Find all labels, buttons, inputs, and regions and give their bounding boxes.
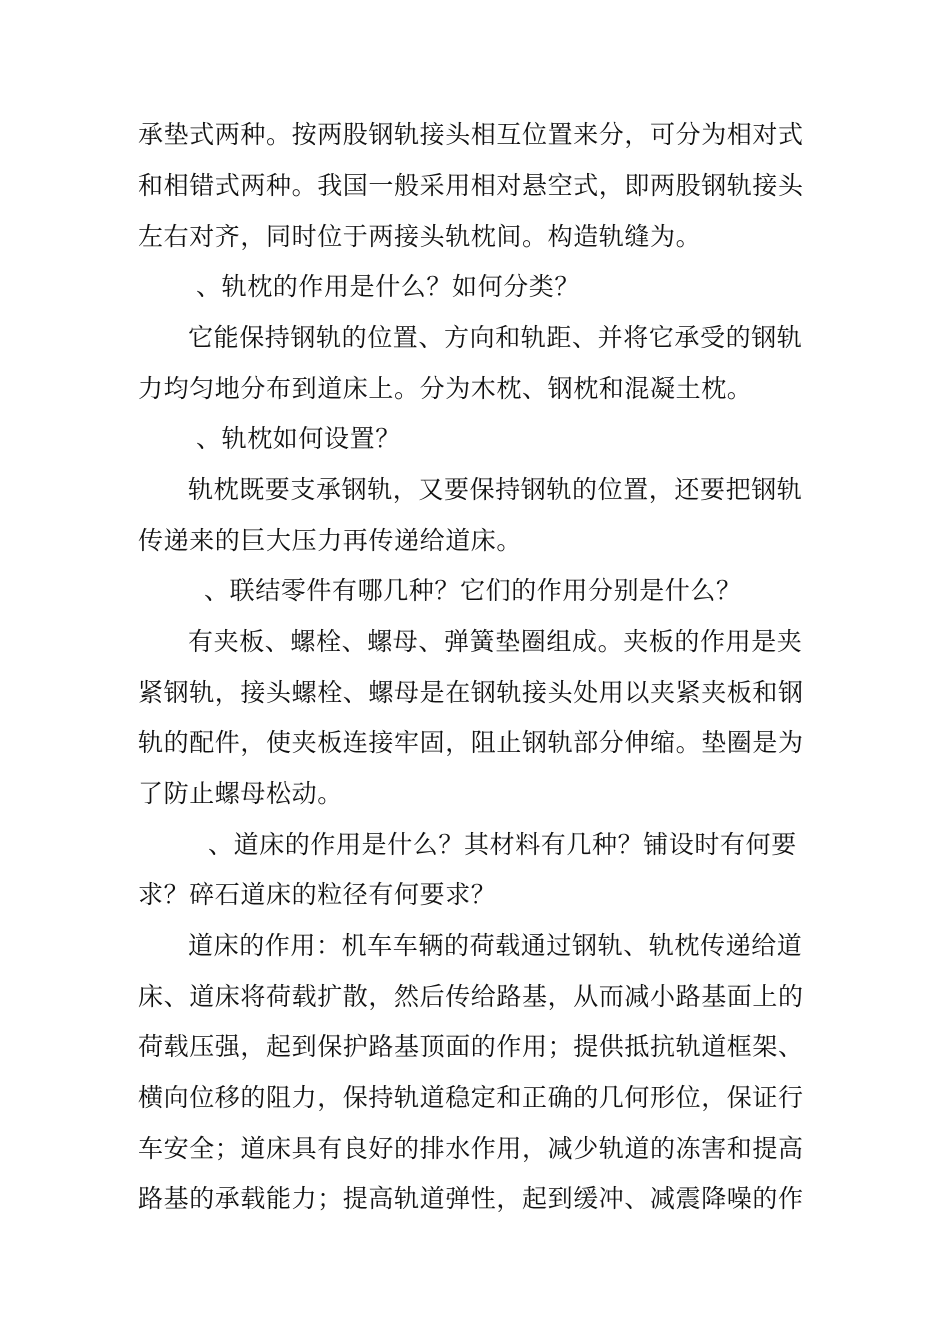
text-line: 承垫式两种。按两股钢轨接头相互位置来分，可分为相对式 — [138, 120, 804, 149]
text-line: 左右对齐，同时位于两接头轨枕间。构造轨缝为。 — [138, 222, 702, 251]
question-heading: 、联结零件有哪几种？它们的作用分别是什么？ — [204, 576, 742, 605]
text-line: 紧钢轨，接头螺栓、螺母是在钢轨接头处用以夹紧夹板和钢 — [138, 678, 804, 707]
text-line: 它能保持钢轨的位置、方向和轨距、并将它承受的钢轨 — [188, 323, 803, 352]
text-line: 车安全；道床具有良好的排水作用，减少轨道的冻害和提高 — [138, 1134, 804, 1163]
text-line: 横向位移的阻力，保持轨道稳定和正确的几何形位，保证行 — [138, 1083, 804, 1112]
text-line: 有夹板、螺栓、螺母、弹簧垫圈组成。夹板的作用是夹 — [188, 627, 803, 656]
text-line: 轨的配件，使夹板连接牢固，阻止钢轨部分伸缩。垫圈是为 — [138, 728, 804, 757]
text-line: 求？碎石道床的粒径有何要求？ — [138, 880, 497, 909]
text-line: 床、道床将荷载扩散，然后传给路基，从而减小路基面上的 — [138, 982, 804, 1011]
text-line: 荷载压强，起到保护路基顶面的作用；提供抵抗轨道框架、 — [138, 1032, 804, 1061]
text-line: 了防止螺母松动。 — [138, 779, 343, 808]
question-heading: 、道床的作用是什么？其材料有几种？铺设时有何要 — [208, 830, 797, 859]
text-line: 传递来的巨大压力再传递给道床。 — [138, 526, 523, 555]
text-line: 路基的承载能力；提高轨道弹性，起到缓冲、减震降噪的作 — [138, 1184, 804, 1213]
text-line: 力均匀地分布到道床上。分为木枕、钢枕和混凝土枕。 — [138, 374, 753, 403]
text-line: 和相错式两种。我国一般采用相对悬空式，即两股钢轨接头 — [138, 171, 804, 200]
text-line: 轨枕既要支承钢轨，又要保持钢轨的位置，还要把钢轨 — [188, 475, 803, 504]
question-heading: 、轨枕的作用是什么？如何分类？ — [196, 272, 581, 301]
text-line: 道床的作用：机车车辆的荷载通过钢轨、轨枕传递给道 — [188, 931, 803, 960]
question-heading: 、轨枕如何设置？ — [196, 424, 401, 453]
